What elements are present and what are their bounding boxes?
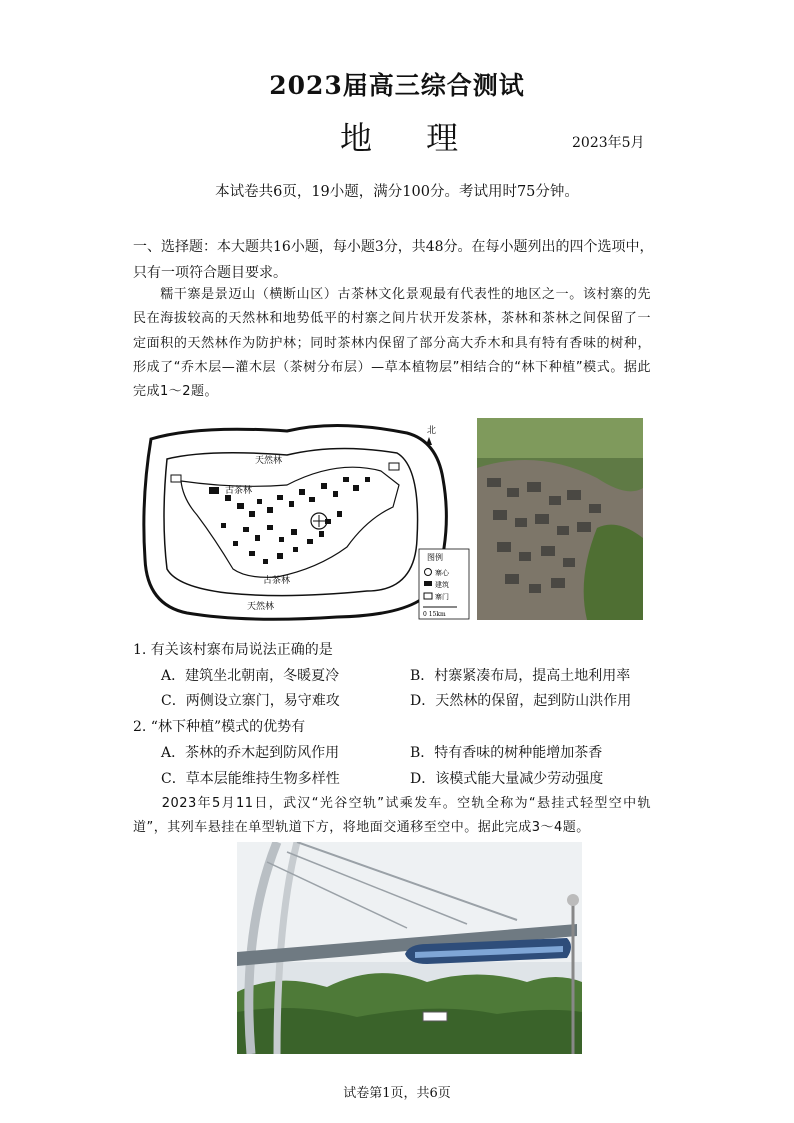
svg-text:建筑: 建筑 [435, 581, 449, 589]
question-1-option-b[interactable]: B．村寨紧凑布局，提高土地利用率 [410, 668, 631, 684]
page-footer: 试卷第1页，共6页 [343, 1086, 451, 1101]
svg-text:0 15km: 0 15km [423, 611, 446, 618]
map-label-tea-left: 古茶林 [225, 486, 253, 496]
village-aerial-photo [477, 418, 643, 620]
question-1-option-c[interactable]: C．两侧设立寨门，易守难攻 [161, 693, 340, 709]
map-label-forest-bottom: 天然林 [247, 602, 275, 612]
exam-intro: 本试卷共6页，19小题，满分100分。考试用时75分钟。 [215, 184, 579, 200]
map-label-tea-bottom: 古茶林 [263, 576, 291, 586]
village-map-figure [137, 419, 472, 623]
section-heading: 一、选择题：本大题共16小题，每小题3分，共48分。在每小题列出的四个选项中，只有一项符合题目要求。 [133, 239, 654, 281]
passage-2: 2023年5月11日，武汉“光谷空轨”试乘发车。空轨全称为“悬挂式轻型空中轨道”，其列车悬挂在单型轨道下方，将地面交通移至空中。据此完成3～4题。 [133, 796, 651, 836]
question-1-option-d[interactable]: D．天然林的保留，起到防山洪作用 [410, 693, 632, 709]
question-2-option-d[interactable]: D．该模式能大量减少劳动强度 [410, 771, 604, 787]
map-label-forest-top: 天然林 [255, 456, 283, 466]
subject-title: 地 理 [340, 119, 481, 157]
map-legend [419, 549, 469, 619]
exam-date: 2023年5月 [572, 135, 645, 151]
north-arrow-icon [426, 437, 432, 445]
question-2-stem: 2. “林下种植”模式的优势有 [133, 719, 306, 735]
question-1-stem: 1. 有关该村寨布局说法正确的是 [133, 642, 333, 658]
svg-text:图例: 图例 [427, 553, 443, 562]
question-2-option-b[interactable]: B．特有香味的树种能增加茶香 [410, 745, 603, 761]
svg-text:寨门: 寨门 [435, 593, 449, 601]
north-label: 北 [427, 426, 437, 436]
monorail-photo [237, 842, 582, 1054]
exam-title: 2023届高三综合测试 [269, 71, 525, 100]
question-2-option-c[interactable]: C．草本层能维持生物多样性 [161, 771, 340, 787]
passage-1: 糯干寨是景迈山（横断山区）古茶林文化景观最有代表性的地区之一。该村寨的先民在海拔较高的天然林和地势低平的村寨之间片状开发茶林，茶林和茶林之间保留了一定面积的天然林作为防护林；同时茶林内保留了部分高大乔木和具有特有香味的树种，形成了“乔木层—灌木层（茶树分布层）—草本植物层”相结合的“林下种植”模式。据此完成1～2题。 [133, 287, 651, 400]
question-1-option-a[interactable]: A．建筑坐北朝南，冬暖夏冷 [161, 668, 340, 684]
svg-text:寨心: 寨心 [435, 569, 449, 577]
question-2-option-a[interactable]: A．茶林的乔木起到防风作用 [161, 745, 340, 761]
